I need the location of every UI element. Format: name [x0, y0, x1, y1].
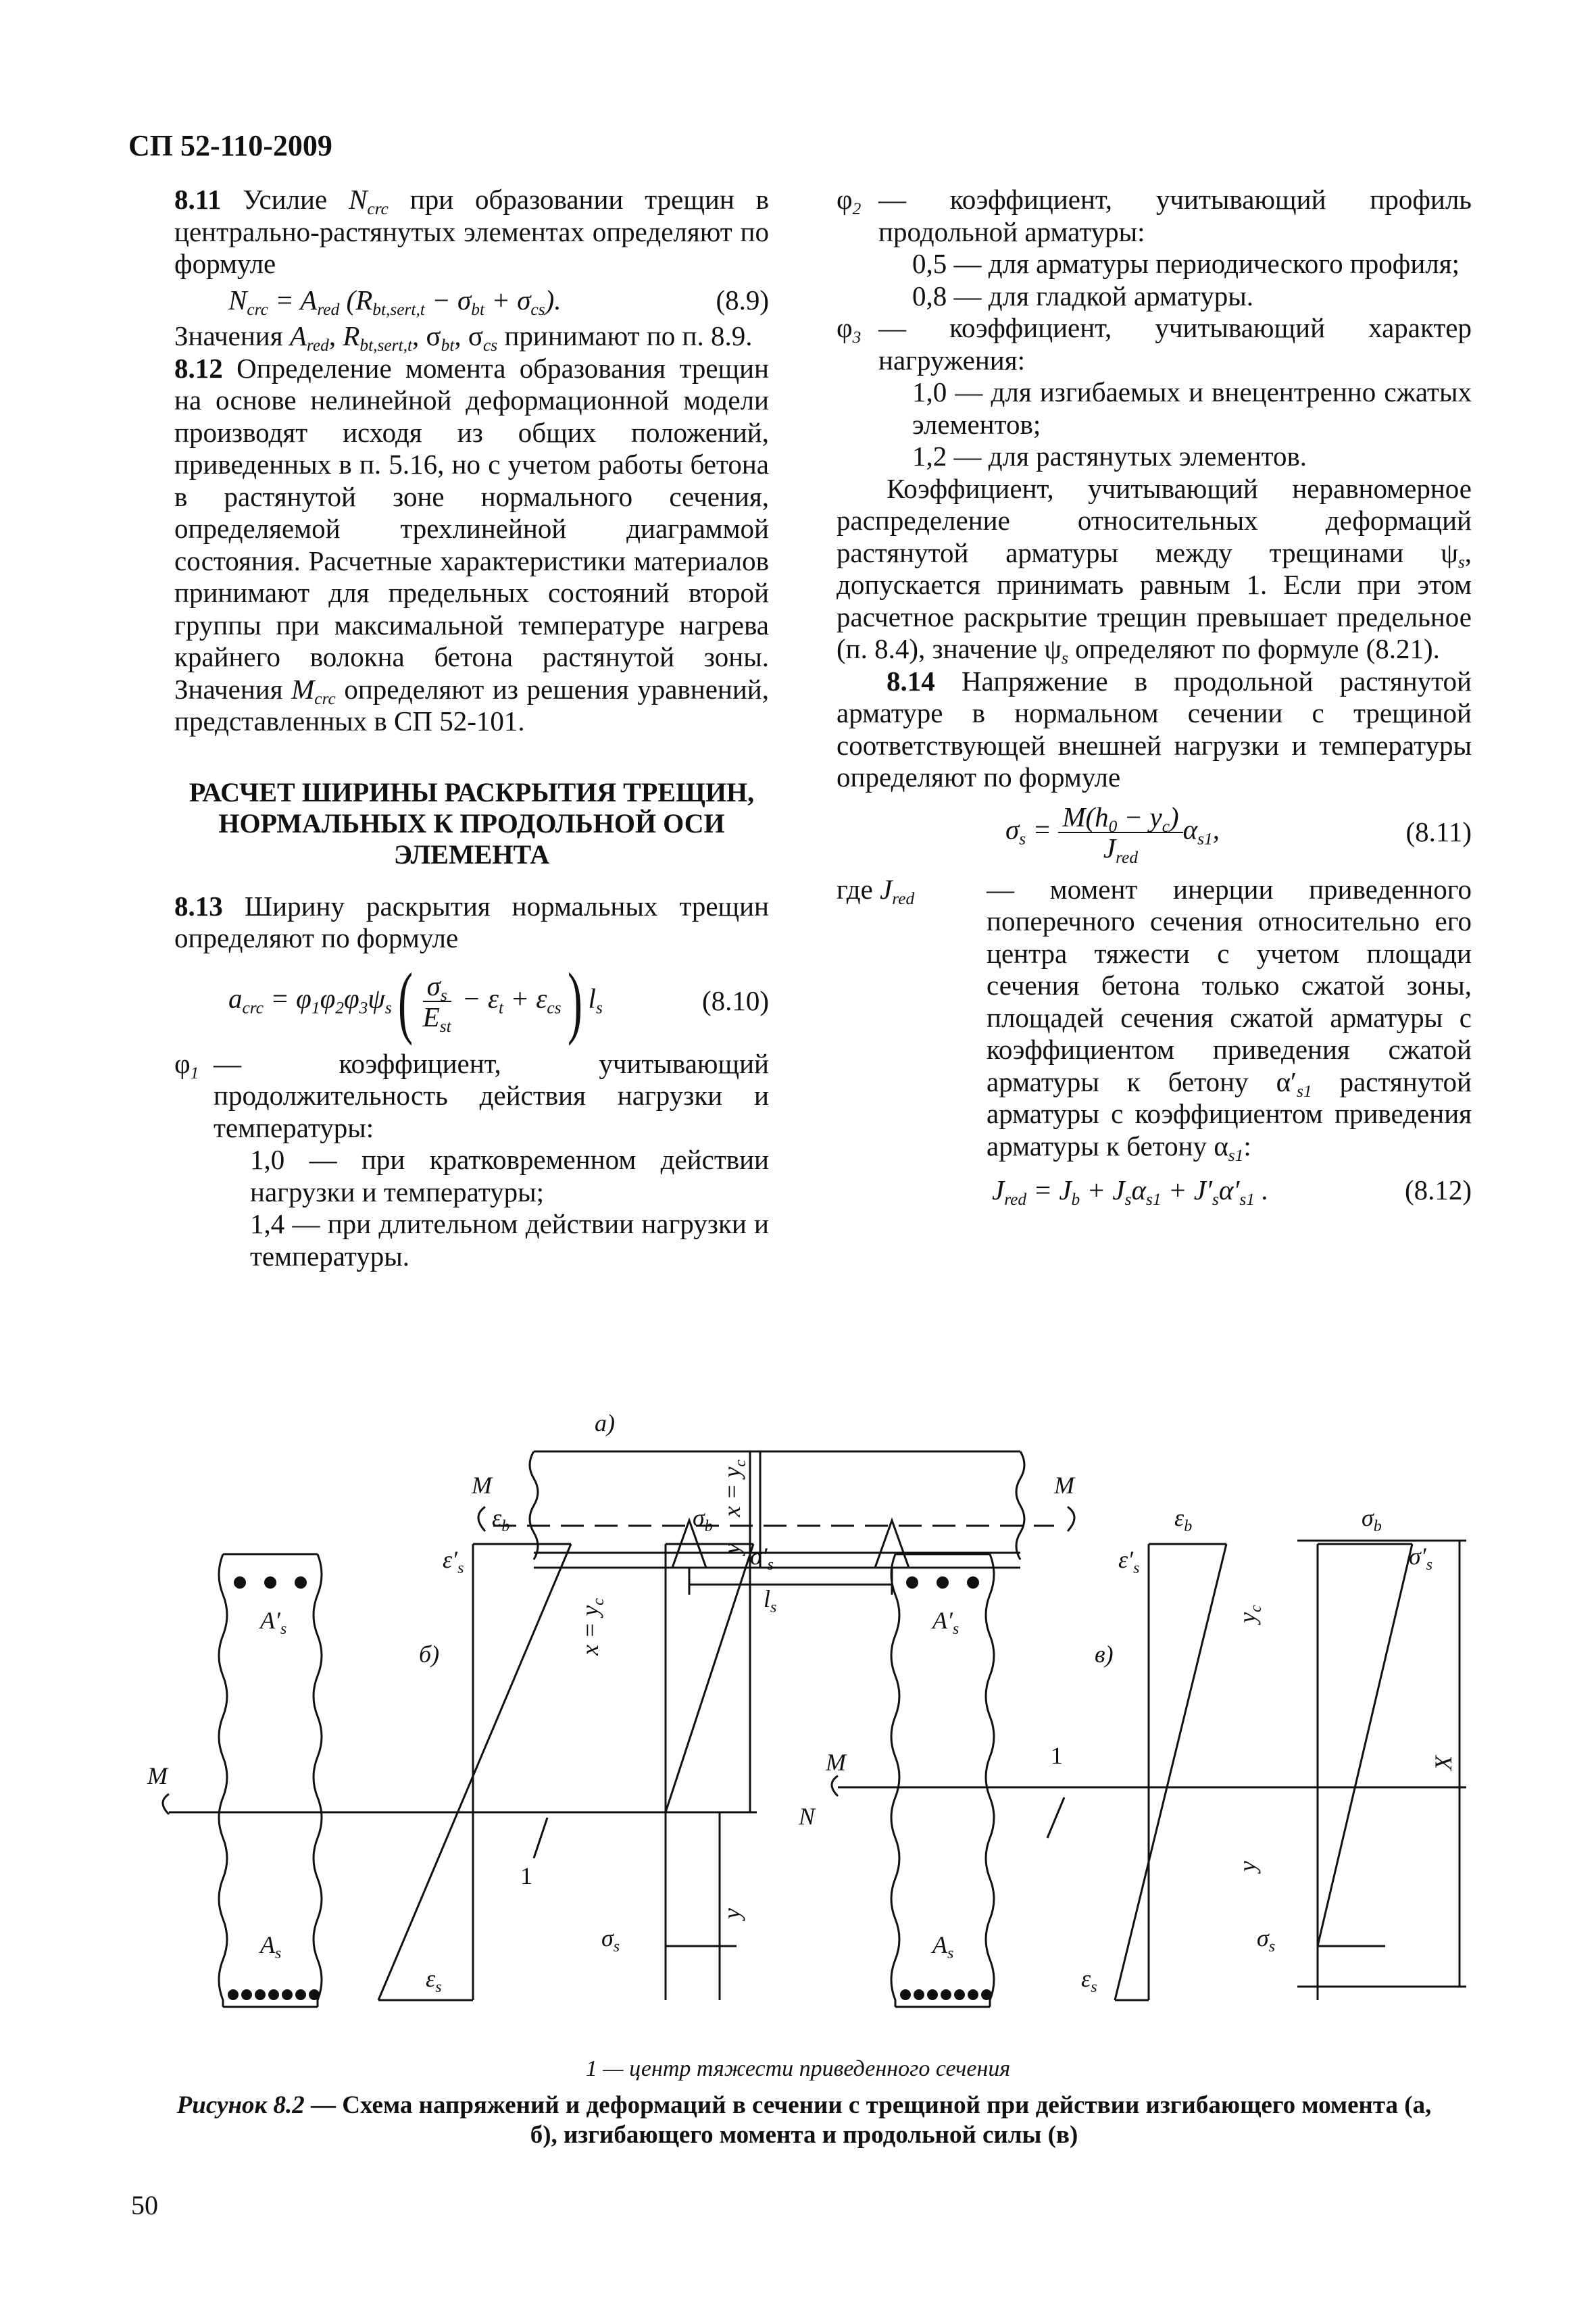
formula-number: (8.9)	[716, 284, 769, 316]
svg-text:ε′s: $\varepsilon'_s$	[443, 1546, 464, 1577]
svg-text:εb: $\varepsilon_b$	[1174, 1504, 1193, 1535]
right-column: $\varphi_2$ — коэффициент, учитывающий профиль продольной арматуры: 0,5 — для арматуры периодического профиля; 0,8 — для гладкой арматуры. $\varphi_3$ — коэффициент, учитывающий характер нагружения: 1,0 — для изгибаемых и внецентренно сжатых элементов; 1,2 — для растянутых элементов. Коэффициент, учитывающий неравномерное распределение относительных деформаций растянутой арматуры между трещинами $\psi_s$, допускается принимать равным 1. Если при этом расчетное раскрытие трещин превышает предельное (п. 8.4), значение $\psi_s$ определяют по формуле (8.21). 8.14 Напряжение в продольной растянутой арматуре в нормальном сечении с трещиной соответствующей внешней нагрузки и температуры определяют по формуле $\sigma_s$ = $\frac{M(h_0 - y_c)}{J_{red}}$ $\alpha_{s1}$, (8.11) где $J_{red}$ — момент инерции приведенного поперечного сечения относительно его центра тяжести с учетом площади сечения бетона только сжатой зоны, площадей сечения сжатой арматуры с коэффициентом приведения сжатой арматуры к бетону $\alpha'_{s1}$ растянутой арматуры с коэффициентом приведения арматуры к бетону $\alpha_{s1}$: $J_{red} = J_b + J_s\alpha_{s1} + J'_s\alpha'_{s1}$ . (8.12)	[837, 184, 1472, 1210]
formula-8-10: $a_{crc} = \varphi_1\varphi_2\varphi_3\psi_s$( $\frac{\sigma_s}{E_{st}}$ − $\varepsilon_t + \varepsilon_{cs}$) $l_s$ (8.10)	[228, 955, 769, 1046]
svg-text:X: X	[1430, 1756, 1457, 1770]
paragraph-8-14: 8.14 Напряжение в продольной растянутой арматуре в нормальном сечении с трещиной соответствующей внешней нагрузки и температуры определяют по формуле	[837, 665, 1472, 793]
svg-text:M: M	[1054, 1472, 1074, 1499]
svg-text:N: N	[799, 1803, 816, 1830]
svg-text:1: 1	[1051, 1742, 1063, 1769]
phi1-value-long: 1,4 — при длительном действии нагрузки и температуры.	[250, 1208, 769, 1272]
phi2-definition: $\varphi_2$ — коэффициент, учитывающий профиль продольной арматуры:	[837, 184, 1472, 247]
svg-text:σs: $\sigma_s$	[1257, 1924, 1276, 1956]
formula-8-9: $N_{crc} = A_{red}$ $(R_{bt,sert,t} - \sigma_{bt} + \sigma_{cs})$. (8.9)	[228, 284, 769, 319]
crack-2	[875, 1520, 909, 1568]
svg-text:σ′s: $\sigma'_s$	[1409, 1543, 1432, 1574]
svg-text:y: y	[718, 1543, 745, 1554]
formula-8-11: $\sigma_s$ = $\frac{M(h_0 - y_c)}{J_{red}}$ $\alpha_{s1}$, (8.11)	[1005, 801, 1472, 867]
svg-text:εs: $\varepsilon_s$	[1081, 1965, 1097, 1996]
svg-text:ε′s: $\varepsilon'_s$	[1118, 1546, 1140, 1577]
moment-arrow-right	[1068, 1507, 1074, 1531]
svg-text:1: 1	[520, 1862, 532, 1889]
svg-text:x = yc: $x = y_c$	[576, 1598, 607, 1656]
moment-arrow-left	[478, 1507, 485, 1531]
paragraph-8-11: 8.11 Усилие $N_{crc}$ при образовании трещин в центрально-растянутых элементах определяют по формуле	[174, 184, 770, 279]
svg-text:εs: $\varepsilon_s$	[426, 1965, 442, 1996]
stress-line-v	[1318, 1544, 1412, 1946]
formula-8-12: $J_{red} = J_b + J_s\alpha_{s1} + J'_s\alpha'_{s1}$ . (8.12)	[992, 1174, 1472, 1210]
svg-text:y: y	[1234, 1861, 1261, 1872]
svg-text:σb: $\sigma_b$	[693, 1504, 713, 1535]
svg-text:A′s: $A'_s$	[932, 1607, 959, 1638]
paragraph-values: Значения $A_{red}$, $R_{bt,sert,t}$, $\sigma_{bt}$, $\sigma_{cs}$ принимают по п. 8.9.	[174, 320, 753, 355]
phi3-definition: $\varphi_3$ — коэффициент, учитывающий характер нагружения:	[837, 312, 1472, 376]
paragraph-8-13: 8.13 Ширину раскрытия нормальных трещин определяют по формуле	[174, 890, 769, 953]
svg-text:ls: $l_s$	[764, 1585, 777, 1616]
phi1-definition: $\varphi_1$ — коэффициент, учитывающий продолжительность действия нагрузки и температуры:	[174, 1047, 769, 1143]
svg-text:σ′s: $\sigma'_s$	[750, 1543, 774, 1574]
document-code: СП 52-110-2009	[128, 129, 332, 162]
strain-line-v	[1115, 1544, 1226, 2000]
figure-note: 1 — центр тяжести приведенного сечения	[585, 2056, 1011, 2081]
svg-text:M: M	[472, 1472, 492, 1499]
svg-text:x = yc: $x = y_c$	[718, 1460, 749, 1517]
paragraph-psi: Коэффициент, учитывающий неравномерное распределение относительных деформаций растянутой арматуры между трещинами $\psi_s$, допускается принимать равным 1. Если при этом расчетное раскрытие трещин превышает предельное (п. 8.4), значение $\psi_s$ определяют по формуле (8.21).	[837, 472, 1472, 668]
svg-text:εb: $\varepsilon_b$	[492, 1504, 510, 1535]
figure-8-2	[0, 1405, 1596, 2054]
svg-text:As: $A_s$	[260, 1931, 282, 1962]
figure-caption: Рисунок 8.2 — Схема напряжений и деформаций в сечении с трещиной при действии изгибающего момента (а, б), изгибающего момента и продольной силы (в)	[176, 2091, 1432, 2149]
svg-text:M: M	[147, 1762, 168, 1789]
svg-text:σb: $\sigma_b$	[1362, 1504, 1382, 1535]
left-column	[174, 184, 769, 1272]
jred-definition: где $J_{red}$ — момент инерции приведенного поперечного сечения относительно его центра тяжести с учетом площади сечения бетона только сжатой зоны, площадей сечения сжатой арматуры с коэффициентом приведения сжатой арматуры к бетону $\alpha'_{s1}$ растянутой арматуры с коэффициентом приведения арматуры к бетону $\alpha_{s1}$:	[837, 873, 1472, 1165]
svg-text:M: M	[826, 1749, 846, 1776]
svg-text:A′s: $A'_s$	[260, 1607, 287, 1638]
section-heading: РАСЧЕТ ШИРИНЫ РАСКРЫТИЯ ТРЕЩИН, НОРМАЛЬНЫХ К ПРОДОЛЬНОЙ ОСИ ЭЛЕМЕНТА	[189, 776, 755, 870]
figure-label-a: а)	[595, 1410, 615, 1437]
phi1-value-short: 1,0 — при кратковременном действии нагрузки и температуры;	[250, 1144, 769, 1208]
figure-label-v: в)	[1095, 1641, 1114, 1668]
paragraph-8-12: 8.12 Определение момента образования трещин на основе нелинейной деформационной модели производят исходя из общих положений, приведенных в п. 5.16, но с учетом работы бетона в растянутой зоне нормального сечения, определяемой трехлинейной диаграммой состояния. Расчетные характеристики материалов принимают для предельных состояний второй группы при максимальной температуре нагрева крайнего волокна бетона растянутой зоны. Значения $M_{crc}$ определяют из решения уравнений, представленных в СП 52-101.	[174, 352, 769, 737]
svg-text:y: y	[718, 1908, 745, 1919]
svg-text:yc: $y_c$	[1234, 1605, 1265, 1623]
paragraph-number: 8.11	[174, 184, 222, 215]
strain-line-b	[378, 1544, 571, 2000]
figure-label-b: б)	[419, 1641, 440, 1668]
page-number: 50	[131, 2190, 158, 2220]
svg-text:As: $A_s$	[932, 1931, 954, 1962]
svg-text:σs: $\sigma_s$	[601, 1924, 620, 1956]
